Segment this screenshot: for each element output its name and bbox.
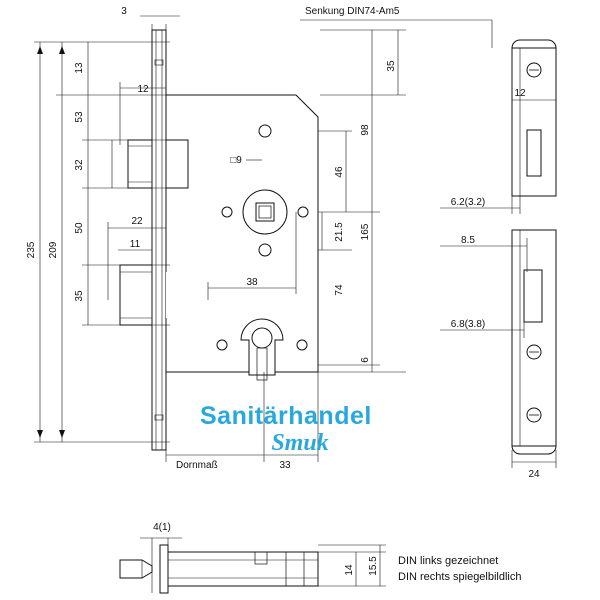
note-din-links: DIN links gezeichnet: [398, 555, 499, 567]
dim-33: 33: [279, 460, 291, 471]
dim-74: 74: [334, 284, 345, 296]
dim-24: 24: [528, 469, 540, 480]
dim-square-9: □9: [230, 155, 242, 166]
note-din-rechts: DIN rechts spiegelbildlich: [398, 571, 522, 583]
dim-14: 14: [344, 564, 355, 576]
dim-side-12: 12: [514, 88, 526, 99]
dim-32: 32: [74, 159, 85, 171]
section-case: [168, 552, 318, 586]
dim-11: 11: [129, 239, 141, 250]
latch-housing: [166, 140, 188, 188]
dim-50: 50: [74, 222, 85, 234]
dead-bolt: [120, 265, 152, 325]
dim-22: 22: [131, 216, 143, 227]
side-views: [512, 40, 556, 454]
section-latch: [120, 560, 152, 578]
dead-bolt-housing: [166, 272, 182, 318]
dim-165: 165: [360, 223, 371, 241]
label-dornmass: Dornmaß: [176, 460, 218, 471]
faceplate-round-bottom: [512, 446, 556, 454]
dim-15-5: 15.5: [368, 556, 379, 576]
watermark-line2: Smuk: [271, 430, 329, 456]
faceplate-side-lower: [512, 230, 556, 446]
label-senkung: Senkung DIN74-Am5: [305, 6, 400, 17]
dim-6-2: 6.2(3.2): [450, 197, 486, 208]
faceplate: [152, 30, 166, 450]
dim-38: 38: [246, 277, 258, 288]
lock-case-body: [166, 95, 318, 372]
dim-6-8: 6.8(3.8): [450, 319, 486, 330]
dim-53: 53: [74, 111, 85, 123]
dim-8-5: 8.5: [461, 235, 475, 246]
latch-bolt: [128, 140, 152, 188]
watermark: [200, 402, 372, 456]
dim-6: 6: [360, 357, 371, 363]
dim-21-5: 21.5: [334, 222, 345, 242]
dim-35-left: 35: [74, 290, 85, 302]
section-view: [120, 545, 318, 593]
dim-13: 13: [74, 62, 85, 74]
faceplate-round-top: [512, 40, 556, 48]
dim-98: 98: [360, 124, 371, 136]
section-faceplate: [160, 545, 168, 593]
dim-4-1: 4(1): [153, 522, 171, 533]
front-view: [120, 30, 318, 450]
dim-3: 3: [121, 6, 127, 17]
watermark-line1: Sanitärhandel: [200, 402, 372, 430]
dim-209: 209: [48, 241, 59, 259]
dim-235: 235: [26, 241, 37, 259]
dim-35-right: 35: [386, 60, 397, 72]
dim-12: 12: [137, 84, 149, 95]
dim-46: 46: [334, 166, 345, 178]
